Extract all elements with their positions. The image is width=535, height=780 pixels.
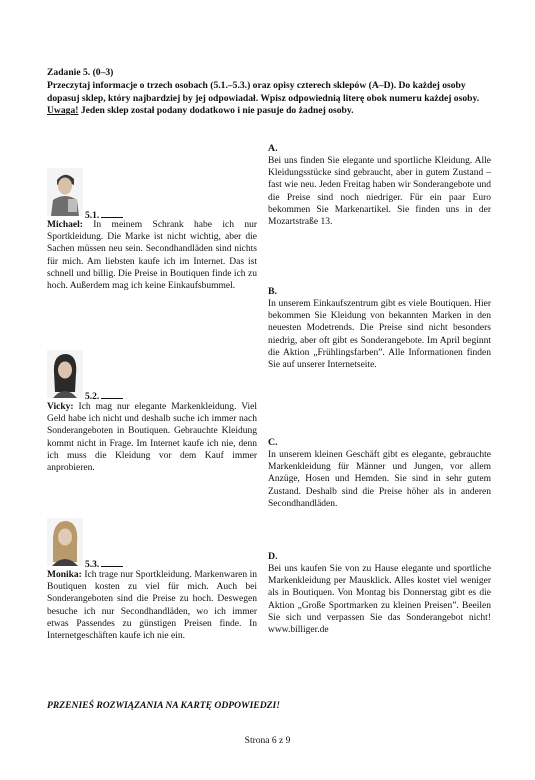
person-statement: Ich mag nur elegante Markenkleidung. Viel Geld habe ich nicht und deshalb suche ich immer nach Sonderangeboten in Boutiquen. Gebrauchte Kleidung kommt nicht in Frage. Im Internet kaufe ich nie, denn ich muss die Kleidung vor dem Kauf immer anprobieren. xyxy=(47,402,257,474)
shop-c xyxy=(268,437,491,510)
shop-text-b: In unserem Einkaufszentrum gibt es viele Boutiquen. Hier bekommen Sie Kleidung von bekannten Marken in den neuesten Modetrends. Die Preise sind nicht besonders niedrig, aber oft gibt es Sonderangebote. Im April beginnt die Aktion „Frühlingsfarben”. Alle Informationen finden Sie auf unserer Internetseite. xyxy=(268,299,491,371)
transfer-note: PRZENIEŚ ROZWIĄZANIA NA KARTĘ ODPOWIEDZI! xyxy=(47,700,280,711)
task-title: Zadanie 5. (0–3) xyxy=(47,67,114,78)
shop-letter-b: B. xyxy=(268,286,277,297)
person-name: Vicky: xyxy=(47,402,74,412)
shop-text-c: In unserem kleinen Geschäft gibt es elegante, gebrauchte Markenkleidung für Männer und Jungen, vor allem Anzüge, Hosen und Hemden. Sie sind in sehr gutem Zustand. Deshalb sind die Preise höher als in anderen Secondhandläden. xyxy=(268,450,491,509)
shop-letter-a: A. xyxy=(268,143,278,154)
person-number-5-1: 5.1. xyxy=(85,209,123,221)
shop-b xyxy=(268,286,491,371)
person-number-5-3: 5.3. xyxy=(85,558,123,570)
task-instruction: Przeczytaj informacje o trzech osobach (5.1.–5.3.) oraz opisy czterech sklepów (A–D). Do każdej osoby dopasuj sklep, który najbardziej by jej odpowiadał. Wpisz odpowiednią literę obok numeru każdej osoby. xyxy=(47,79,480,104)
task-note xyxy=(47,105,492,118)
answer-blank-5-1[interactable] xyxy=(101,209,123,218)
person-monika xyxy=(47,518,257,642)
note-text: Jeden sklep został podany dodatkowo i nie pasuje do żadnej osoby. xyxy=(78,105,354,117)
person-text-michael xyxy=(47,219,257,292)
page-number: Strona 6 z 9 xyxy=(244,736,291,746)
shop-letter-c: C. xyxy=(268,437,278,448)
person-michael xyxy=(47,168,257,292)
person-photo-vicky xyxy=(47,350,83,398)
note-label: Uwaga! xyxy=(47,105,79,117)
person-name: Michael: xyxy=(47,220,83,230)
shop-text-a: Bei uns finden Sie elegante und sportliche Kleidung. Alle Kleidungsstücke sind gebraucht, aber in gutem Zustand – fast wie neu. Jeden Freitag haben wir Sonderangebote und die Preise sind noch niedriger. Für ein paar Euro bekommen Sie Markenartikel. Sie finden uns in der Mozartstraße 13. xyxy=(268,156,491,228)
person-photo-michael xyxy=(47,168,83,216)
person-vicky xyxy=(47,350,257,474)
shop-text-d: Bei uns kaufen Sie von zu Hause elegante und sportliche Markenkleidung per Mausklick. Alles kostet viel weniger als in Boutiquen. Von Montag bis Donnerstag gibt es die Aktion „Große Sportmarken zu kleinen Preisen”. Beeilen Sie sich und verpassen Sie das Sonderangebot nicht! www.billiger.de xyxy=(268,564,491,636)
person-name: Monika: xyxy=(47,570,82,580)
person-text-monika xyxy=(47,569,257,642)
person-statement: In meinem Schrank habe ich nur Sportkleidung. Die Marke ist nicht wichtig, aber die Sachen müssen neu sein. Secondhandläden sind nichts für mich. Am liebsten kaufe ich im Internet. Das ist schnell und billig. Die Preise in Boutiquen finde ich zu hoch. Außerdem mag ich keine Einkaufsbummel. xyxy=(47,220,257,292)
person-statement: Ich trage nur Sportkleidung. Markenwaren in Boutiquen kosten zu viel für mich. Auch bei Sonderangeboten sind die Preise zu hoch. Deswegen besuche ich nur Secondhandläden, wo ich immer etwas Passendes zu günstigen Preisen finde. In Internetgeschäften kaufe ich nie ein. xyxy=(47,570,257,642)
person-photo-monika xyxy=(47,518,83,566)
person-text-vicky xyxy=(47,401,257,474)
task-header xyxy=(47,67,492,118)
shop-d xyxy=(268,551,491,636)
person-number-5-2: 5.2. xyxy=(85,390,123,402)
answer-blank-5-2[interactable] xyxy=(101,390,123,399)
shop-letter-d: D. xyxy=(268,551,278,562)
answer-blank-5-3[interactable] xyxy=(101,558,123,567)
shop-a xyxy=(268,143,491,228)
